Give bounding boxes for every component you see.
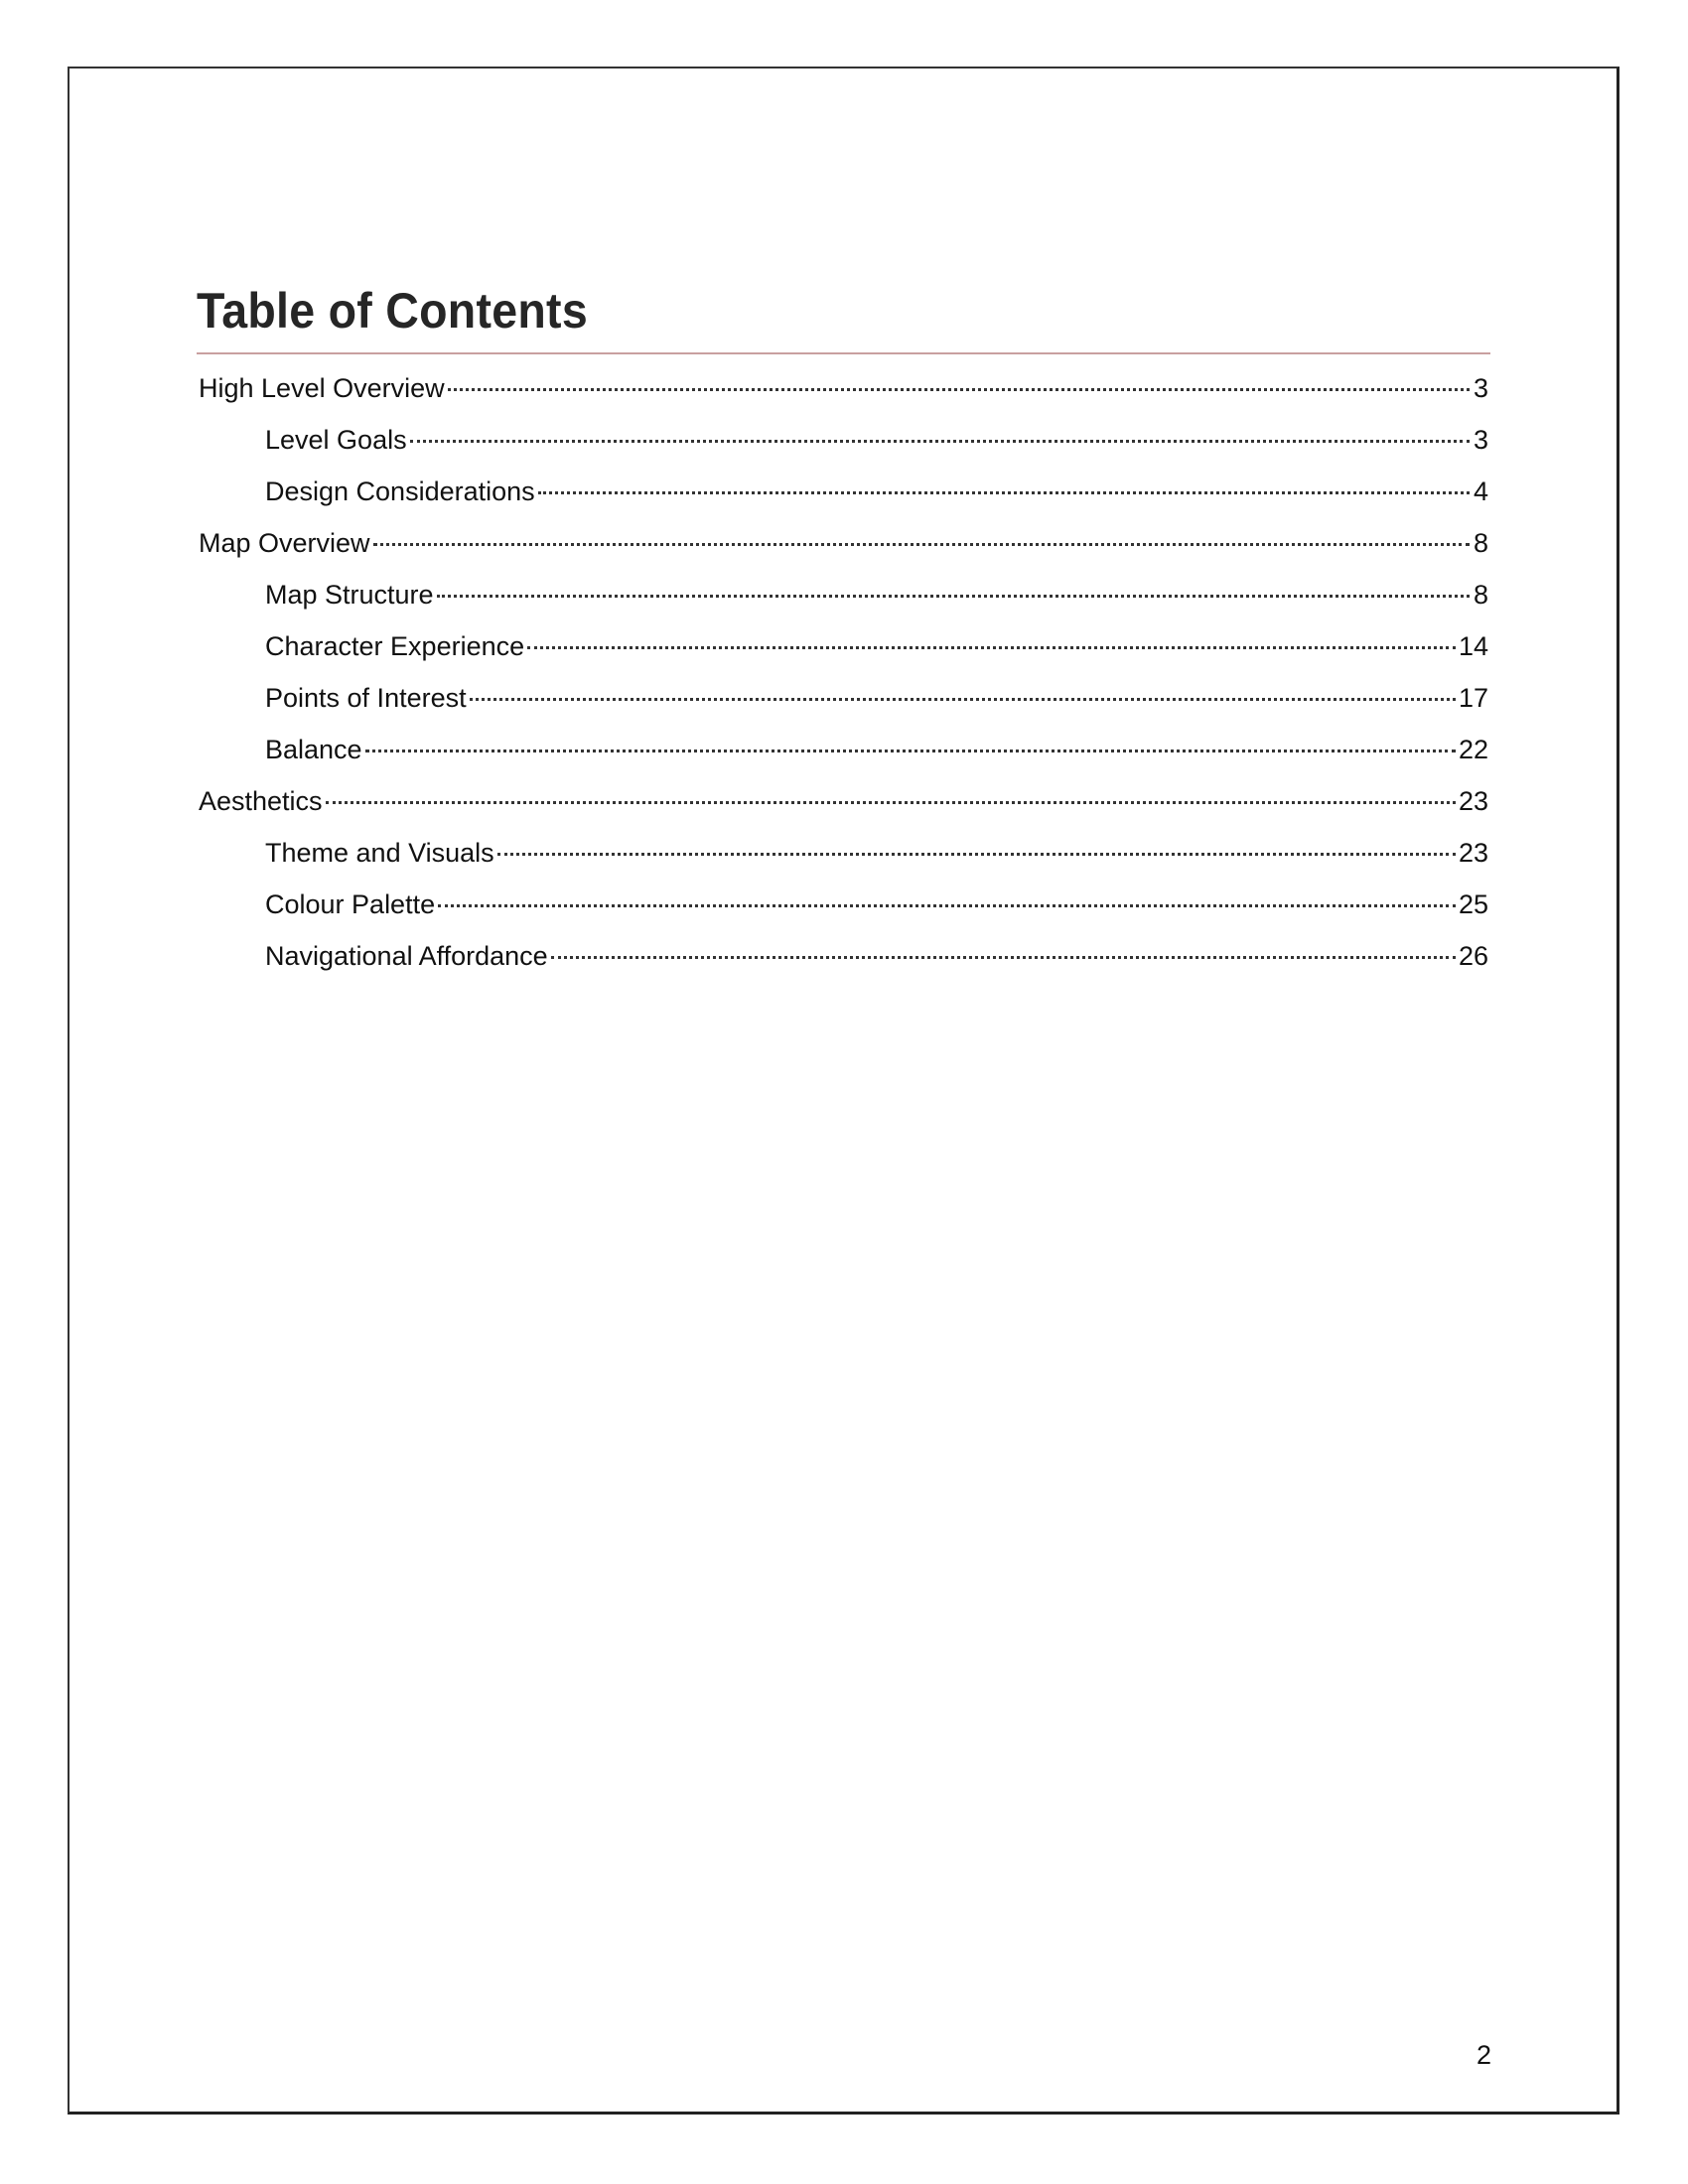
toc-entry-page: 25 [1458, 889, 1488, 919]
dot-leader [497, 853, 1456, 856]
dot-leader [527, 646, 1456, 649]
toc-entry-map-structure[interactable] [265, 578, 1488, 612]
toc-entry-map-overview[interactable] [199, 526, 1488, 560]
toc-entry-points-of-interest[interactable] [265, 681, 1488, 715]
toc-entry-level-goals[interactable] [265, 423, 1488, 457]
toc-entry-page: 23 [1458, 838, 1488, 868]
dot-leader [437, 595, 1470, 598]
toc-entry-aesthetics[interactable] [199, 784, 1488, 818]
toc-entry-label: Points of Interest [265, 683, 467, 713]
toc-entry-colour-palette[interactable] [265, 887, 1488, 921]
dot-leader [538, 491, 1470, 494]
toc-entry-label: Colour Palette [265, 889, 436, 919]
dot-leader [448, 388, 1470, 391]
toc-entry-page: 22 [1458, 735, 1488, 764]
toc-entry-page: 14 [1458, 631, 1488, 661]
toc-entry-page: 23 [1458, 786, 1488, 816]
toc-entry-balance[interactable] [265, 733, 1488, 766]
dot-leader [410, 440, 1470, 443]
dot-leader [365, 750, 1456, 752]
toc-entry-page: 26 [1458, 941, 1488, 971]
dot-leader [326, 801, 1456, 804]
toc-entry-label: Character Experience [265, 631, 525, 661]
dot-leader [551, 956, 1456, 959]
dot-leader [438, 904, 1456, 907]
toc-entry-page: 8 [1473, 528, 1488, 558]
dot-leader [470, 698, 1456, 701]
toc-entry-page: 8 [1473, 580, 1488, 610]
toc-entry-label: High Level Overview [199, 373, 445, 403]
toc-entry-page: 3 [1473, 373, 1488, 403]
toc-entry-page: 17 [1458, 683, 1488, 713]
toc-entry-label: Map Overview [199, 528, 370, 558]
toc-entry-label: Aesthetics [199, 786, 323, 816]
toc-entry-label: Design Considerations [265, 477, 535, 506]
toc-entry-label: Theme and Visuals [265, 838, 494, 868]
toc-entry-page: 4 [1473, 477, 1488, 506]
toc-entry-label: Level Goals [265, 425, 407, 455]
toc-entry-high-level-overview[interactable] [199, 371, 1488, 405]
toc-entry-label: Map Structure [265, 580, 434, 610]
toc-entry-label: Navigational Affordance [265, 941, 548, 971]
title-rule [197, 352, 1490, 354]
toc-entry-navigational-affordance[interactable] [265, 939, 1488, 973]
toc-entry-design-considerations[interactable] [265, 475, 1488, 508]
toc-entry-page: 3 [1473, 425, 1488, 455]
toc-title: Table of Contents [197, 283, 588, 339]
toc-entry-character-experience[interactable] [265, 629, 1488, 663]
toc-entry-theme-and-visuals[interactable] [265, 836, 1488, 870]
dot-leader [373, 543, 1470, 546]
toc-entry-label: Balance [265, 735, 362, 764]
page-number: 2 [1476, 2040, 1491, 2070]
